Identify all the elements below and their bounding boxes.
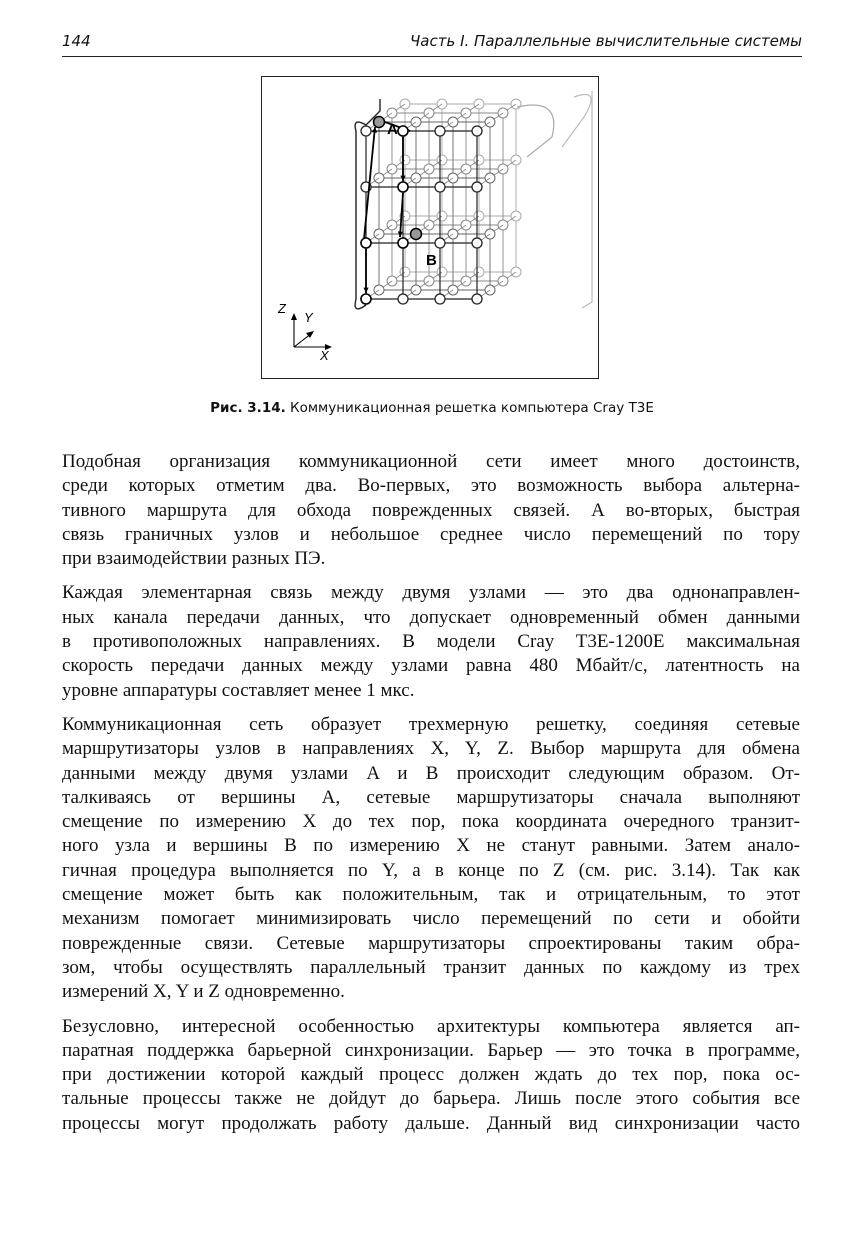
- route-node: [398, 182, 408, 192]
- figure-frame: [261, 76, 599, 379]
- text-line: ных канала передачи данных, что допускает одновременный обмен данными: [62, 606, 800, 628]
- route-node: [361, 294, 371, 304]
- text-line: Подобная организация коммуникационной сети имеет много достоинств,: [62, 451, 800, 472]
- text-line: в противоположных направлениях. В модели Cray T3E-1200E максимальная: [62, 631, 800, 653]
- text-line: талкиваясь от вершины A, сетевые маршрутизаторы сначала выполняют: [62, 786, 800, 808]
- text-line: смещение по измерению X до тех пор, пока координата очередного транзит-: [62, 811, 800, 833]
- text-line: уровне аппаратуры составляет менее 1 мкс.: [62, 679, 415, 701]
- route-node: [398, 238, 408, 248]
- text-line: тальные процессы также не дойдут до барьера. Лишь после этого события все: [62, 1088, 800, 1110]
- running-title: Часть I. Параллельные вычислительные системы: [410, 32, 802, 50]
- route-node: [398, 126, 408, 136]
- text-line: данными между двумя узлами A и B происходит следующим образом. От-: [62, 762, 800, 784]
- torus-link: [517, 105, 554, 157]
- text-line: связь граничных узлов и небольшое среднее число перемещений по тору: [62, 523, 800, 545]
- node-a: [374, 117, 385, 128]
- text-line: при достижении которой каждый процесс должен ждать до тех пор, пока ос-: [62, 1064, 800, 1086]
- text-line: гичная процедура выполняется по Y, а в конце по Z (см. рис. 3.14). Так как: [62, 859, 800, 881]
- arrow-head: [291, 313, 297, 320]
- lattice-node: [435, 126, 445, 136]
- torus-link: [355, 122, 366, 309]
- lattice-node: [435, 238, 445, 248]
- paragraph: [62, 581, 800, 702]
- text-line: смещение может быть как положительным, так и отрицательным, то этот: [62, 884, 800, 906]
- route-node: [361, 238, 371, 248]
- text-line: механизм помогает минимизировать число перемещений по сети и обойти: [62, 908, 800, 930]
- text-line: скорость передачи данных между узлами равна 480 Мбайт/с, латентность на: [62, 655, 800, 677]
- page-number: 144: [62, 32, 91, 50]
- axis-y-label: Y: [304, 310, 313, 325]
- text-line: измерений X, Y и Z одновременно.: [62, 981, 345, 1003]
- text-line: при взаимодействии разных ПЭ.: [62, 548, 326, 570]
- text-line: среди которых отметим два. Во-первых, это возможность выбора альтерна-: [62, 475, 800, 497]
- node-a-label: A: [387, 121, 398, 138]
- figure-caption: [62, 400, 802, 416]
- lattice-node: [435, 294, 445, 304]
- text-line: поврежденные связи. Сетевые маршрутизаторы спроектированы таким обра-: [62, 932, 800, 954]
- text-line: ного узла и вершины B по измерению X не станут равными. Затем анало-: [62, 835, 800, 857]
- node-b: [411, 229, 422, 240]
- text-line: Безусловно, интересной особенностью архитектуры компьютера является ап-: [62, 1015, 800, 1037]
- text-line: Каждая элементарная связь между двумя узлами — это два однонаправлен-: [62, 582, 800, 604]
- caption-label: Рис. 3.14.: [210, 400, 286, 416]
- lattice-diagram: [262, 77, 600, 380]
- axis-x-label: X: [320, 348, 329, 363]
- lattice-node: [472, 294, 482, 304]
- lattice-node: [435, 182, 445, 192]
- torus-link: [582, 91, 592, 308]
- node-b-label: B: [426, 252, 437, 269]
- text-line: Коммуникационная сеть образует трехмерную решетку, соединяя сетевые: [62, 713, 800, 735]
- lattice-node: [398, 294, 408, 304]
- running-header: [62, 30, 802, 57]
- lattice-node: [472, 238, 482, 248]
- text-line: зом, чтобы осуществлять параллельный транзит данных по каждому из трех: [62, 956, 800, 978]
- arrow-head: [363, 288, 368, 293]
- lattice-node: [472, 182, 482, 192]
- text-line: процессы могут продолжать работу дальше. Данный вид синхронизации часто: [62, 1112, 800, 1134]
- paragraph: [62, 713, 800, 1005]
- lattice-node: [361, 126, 371, 136]
- torus-link: [562, 95, 591, 148]
- lattice-node: [472, 126, 482, 136]
- text-line: маршрутизаторы узлов в направлениях X, Y, Z. Выбор маршрута для обмена: [62, 738, 800, 760]
- paragraph: [62, 1015, 800, 1136]
- axis-z-label: Z: [278, 301, 286, 316]
- body-text: [62, 450, 800, 1146]
- text-line: тивного маршрута для обхода поврежденных связей. А во-вторых, быстрая: [62, 499, 800, 521]
- text-line: паратная поддержка барьерной синхронизации. Барьер — это точка в программе,: [62, 1039, 800, 1061]
- paragraph: [62, 450, 800, 571]
- caption-text: Коммуникационная решетка компьютера Cray T3E: [285, 400, 654, 416]
